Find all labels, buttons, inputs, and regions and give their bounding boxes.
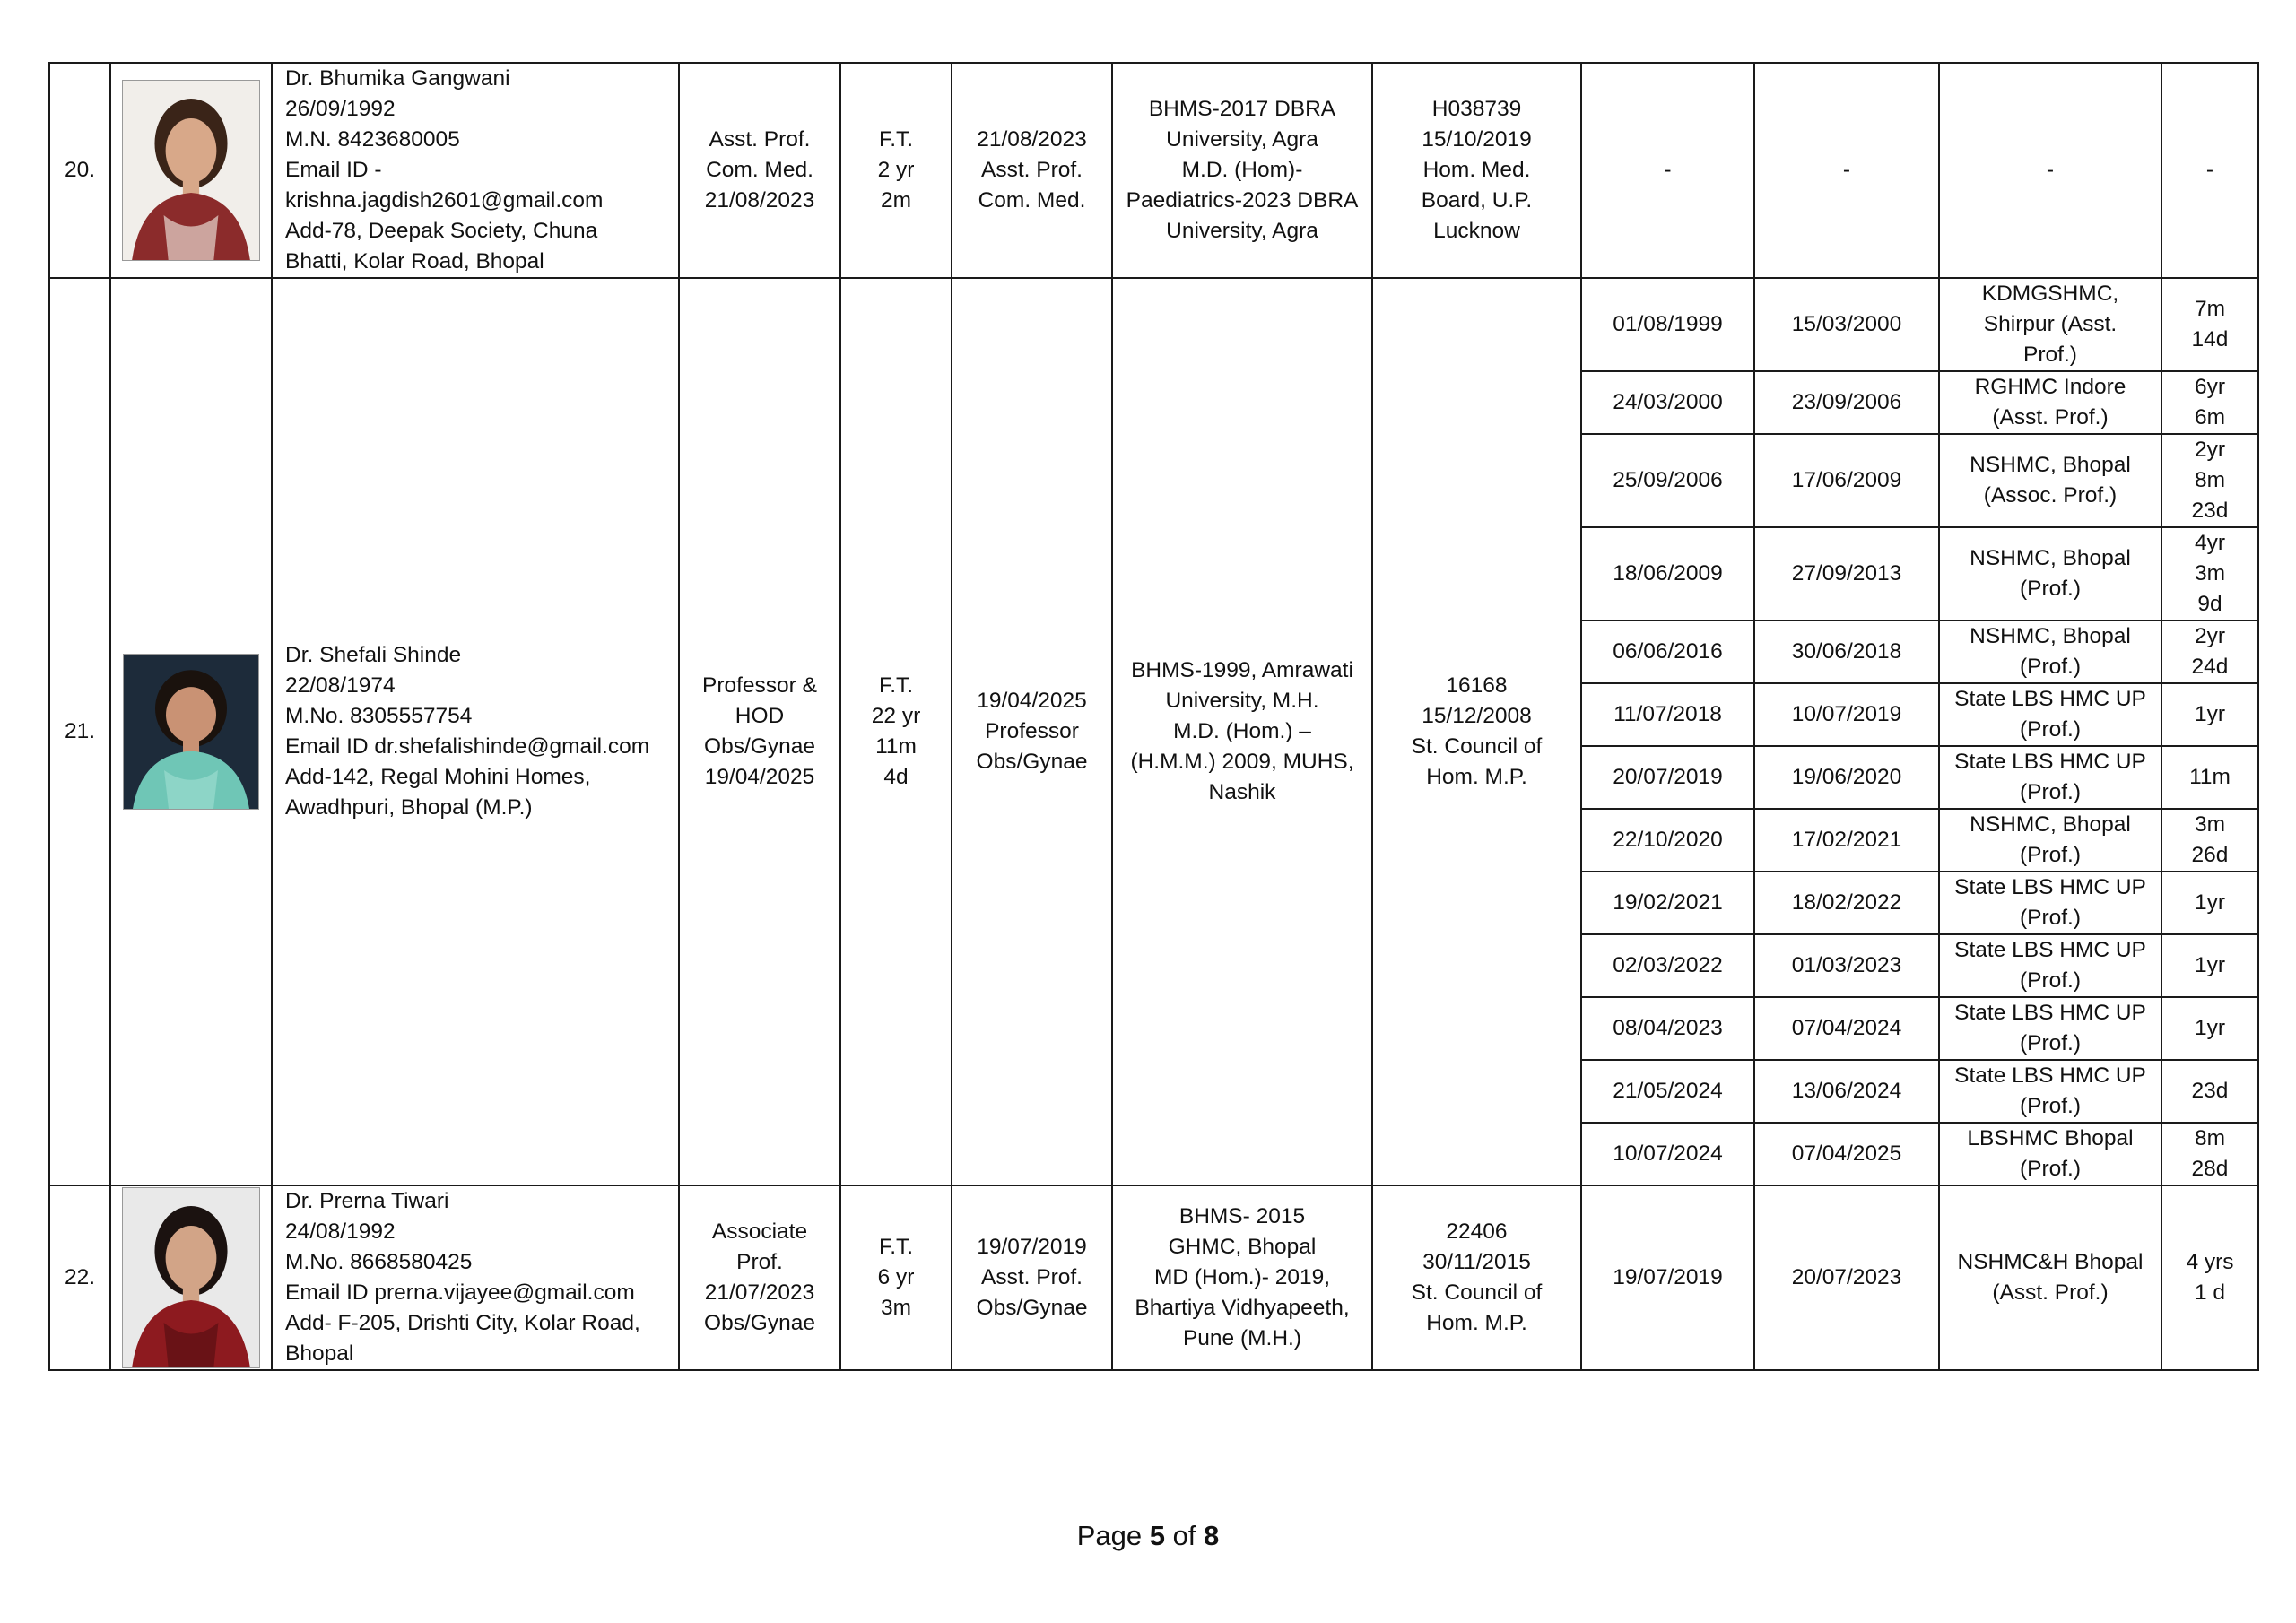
faculty-table xyxy=(48,62,2259,1371)
experience-period-line: 28d xyxy=(2191,1157,2229,1181)
experience-institute xyxy=(1939,1185,2161,1370)
nature-of-appointment-line: F.T. xyxy=(878,127,914,152)
experience-to xyxy=(1754,997,1939,1060)
nature-of-appointment-line: 11m xyxy=(875,734,917,759)
experience-to-line: 15/03/2000 xyxy=(1791,312,1902,336)
faculty-details-line: Dr. Bhumika Gangwani xyxy=(285,66,510,91)
experience-period-line: 4yr xyxy=(2194,531,2226,555)
experience-institute xyxy=(1939,1123,2161,1185)
date-of-appointment-line: Asst. Prof. xyxy=(980,1265,1083,1289)
experience-institute-line: State LBS HMC UP xyxy=(1954,750,2146,774)
experience-to-line: 19/06/2020 xyxy=(1791,765,1902,789)
experience-institute-line: - xyxy=(2046,158,2055,182)
experience-period-line: 11m xyxy=(2189,765,2231,789)
registration-line: 15/12/2008 xyxy=(1422,704,1532,728)
experience-to-line: 30/06/2018 xyxy=(1791,639,1902,664)
experience-from-line: 19/07/2019 xyxy=(1613,1265,1723,1289)
experience-period xyxy=(2161,63,2258,278)
qualification-line: Bhartiya Vidhyapeeth, xyxy=(1135,1296,1350,1320)
experience-from-line: 21/05/2024 xyxy=(1613,1079,1723,1103)
designation-line: Associate xyxy=(711,1219,808,1244)
nature-of-appointment xyxy=(840,1185,952,1370)
experience-from xyxy=(1581,1060,1754,1123)
date-of-appointment xyxy=(952,1185,1112,1370)
registration-line: H038739 xyxy=(1431,97,1522,121)
designation-line: Com. Med. xyxy=(706,158,813,182)
faculty-details-line: M.N. 8423680005 xyxy=(285,127,460,152)
faculty-details-line: Dr. Prerna Tiwari xyxy=(285,1189,449,1213)
date-of-appointment-line: 19/04/2025 xyxy=(977,689,1087,713)
experience-from-line: - xyxy=(1664,158,1672,182)
qualification-line: BHMS-2017 DBRA xyxy=(1148,97,1336,121)
date-of-appointment-line: Obs/Gynae xyxy=(976,1296,1088,1320)
experience-to-line: 27/09/2013 xyxy=(1791,561,1902,586)
experience-from-line: 22/10/2020 xyxy=(1613,828,1723,852)
table-row xyxy=(49,1185,2258,1370)
nature-of-appointment-line: 2m xyxy=(880,188,912,213)
experience-from xyxy=(1581,63,1754,278)
experience-from xyxy=(1581,621,1754,683)
faculty-details-line: Add-78, Deepak Society, Chuna xyxy=(285,219,598,243)
experience-from-line: 19/02/2021 xyxy=(1613,890,1723,915)
faculty-details xyxy=(272,63,679,278)
experience-period-line: 24d xyxy=(2191,655,2229,679)
experience-period xyxy=(2161,1185,2258,1370)
nature-of-appointment-line: 4d xyxy=(883,765,909,789)
experience-period xyxy=(2161,746,2258,809)
page-footer xyxy=(0,1520,2296,1552)
experience-period-line: 8m xyxy=(2194,1126,2226,1150)
experience-institute xyxy=(1939,1060,2161,1123)
experience-to xyxy=(1754,872,1939,934)
registration xyxy=(1372,1185,1581,1370)
experience-to xyxy=(1754,1185,1939,1370)
qualification-line: Nashik xyxy=(1208,780,1276,804)
experience-institute-line: (Prof.) xyxy=(2019,1157,2082,1181)
experience-period-line: 6yr xyxy=(2194,375,2226,399)
registration-line: Board, U.P. xyxy=(1421,188,1533,213)
date-of-appointment-line: Obs/Gynae xyxy=(976,750,1088,774)
experience-from xyxy=(1581,872,1754,934)
faculty-details-line: M.No. 8305557754 xyxy=(285,704,473,728)
qualification-line: M.D. (Hom.) – xyxy=(1173,719,1311,743)
designation-line: 21/08/2023 xyxy=(704,188,815,213)
experience-to-line: 17/06/2009 xyxy=(1791,468,1902,492)
registration xyxy=(1372,278,1581,1185)
nature-of-appointment-line: 22 yr xyxy=(871,704,921,728)
registration-line: St. Council of xyxy=(1411,734,1543,759)
experience-to-line: 01/03/2023 xyxy=(1791,953,1902,977)
experience-institute xyxy=(1939,434,2161,527)
experience-from xyxy=(1581,997,1754,1060)
photo-bhumika xyxy=(122,80,260,261)
experience-period-line: 7m xyxy=(2194,297,2226,321)
date-of-appointment-line: 19/07/2019 xyxy=(977,1235,1087,1259)
registration-line: Hom. M.P. xyxy=(1426,1311,1527,1335)
designation-line: 19/04/2025 xyxy=(704,765,815,789)
experience-period xyxy=(2161,683,2258,746)
experience-institute-line: State LBS HMC UP xyxy=(1954,687,2146,711)
experience-to-line: 18/02/2022 xyxy=(1791,890,1902,915)
experience-from xyxy=(1581,1123,1754,1185)
faculty-details-line: M.No. 8668580425 xyxy=(285,1250,473,1274)
nature-of-appointment-line: F.T. xyxy=(878,1235,914,1259)
footer-total-pages: 8 xyxy=(1204,1520,1220,1551)
serial-number xyxy=(49,1185,110,1370)
experience-institute-line: (Assoc. Prof.) xyxy=(1983,483,2118,508)
experience-period xyxy=(2161,1060,2258,1123)
experience-institute xyxy=(1939,997,2161,1060)
experience-from-line: 08/04/2023 xyxy=(1613,1016,1723,1040)
registration-line: 15/10/2019 xyxy=(1422,127,1532,152)
experience-institute-line: (Prof.) xyxy=(2019,968,2082,993)
designation xyxy=(679,1185,840,1370)
experience-institute-line: (Asst. Prof.) xyxy=(1992,405,2109,430)
experience-from xyxy=(1581,527,1754,621)
faculty-details xyxy=(272,1185,679,1370)
nature-of-appointment-line: 6 yr xyxy=(877,1265,915,1289)
table-row xyxy=(49,278,2258,371)
faculty-details-line: Bhopal xyxy=(285,1341,354,1366)
registration-line: 22406 xyxy=(1446,1219,1508,1244)
experience-period-line: 2yr xyxy=(2194,438,2226,462)
faculty-details-line: Awadhpuri, Bhopal (M.P.) xyxy=(285,795,533,820)
designation xyxy=(679,278,840,1185)
experience-to xyxy=(1754,1060,1939,1123)
experience-institute xyxy=(1939,63,2161,278)
qualification-line: M.D. (Hom)- xyxy=(1181,158,1303,182)
designation-line: Asst. Prof. xyxy=(709,127,811,152)
experience-period-line: 4 yrs xyxy=(2186,1250,2234,1274)
qualification-line: (H.M.M.) 2009, MUHS, xyxy=(1130,750,1354,774)
registration-line: Hom. M.P. xyxy=(1426,765,1527,789)
photo-prerna xyxy=(122,1187,260,1368)
experience-institute xyxy=(1939,278,2161,371)
experience-institute xyxy=(1939,872,2161,934)
experience-from xyxy=(1581,278,1754,371)
date-of-appointment-line: 21/08/2023 xyxy=(977,127,1087,152)
qualification xyxy=(1112,278,1372,1185)
experience-from xyxy=(1581,371,1754,434)
designation-line: 21/07/2023 xyxy=(704,1280,815,1305)
experience-to-line: 23/09/2006 xyxy=(1791,390,1902,414)
experience-from-line: 06/06/2016 xyxy=(1613,639,1723,664)
registration-line: St. Council of xyxy=(1411,1280,1543,1305)
qualification-line: University, M.H. xyxy=(1165,689,1319,713)
serial-number-line: 20. xyxy=(64,158,96,182)
experience-to xyxy=(1754,278,1939,371)
faculty-details-line: 26/09/1992 xyxy=(285,97,396,121)
experience-institute xyxy=(1939,934,2161,997)
experience-institute-line: NSHMC, Bhopal xyxy=(1970,453,2131,477)
experience-period xyxy=(2161,527,2258,621)
experience-institute xyxy=(1939,371,2161,434)
date-of-appointment-line: Professor xyxy=(985,719,1079,743)
experience-institute-line: (Prof.) xyxy=(2019,1031,2082,1055)
serial-number xyxy=(49,63,110,278)
faculty-details-line: Add- F-205, Drishti City, Kolar Road, xyxy=(285,1311,640,1335)
experience-period-line: 23d xyxy=(2191,499,2229,523)
experience-from-line: 20/07/2019 xyxy=(1613,765,1723,789)
experience-period xyxy=(2161,997,2258,1060)
experience-period-line: - xyxy=(2205,158,2214,182)
photo-cell xyxy=(110,1185,272,1370)
experience-institute-line: NSHMC&H Bhopal xyxy=(1957,1250,2144,1274)
date-of-appointment-line: Asst. Prof. xyxy=(980,158,1083,182)
date-of-appointment-line: Com. Med. xyxy=(978,188,1086,213)
experience-period-line: 1 d xyxy=(2194,1280,2226,1305)
nature-of-appointment xyxy=(840,278,952,1185)
experience-institute-line: State LBS HMC UP xyxy=(1954,875,2146,899)
experience-institute-line: RGHMC Indore xyxy=(1974,375,2126,399)
experience-to-line: 20/07/2023 xyxy=(1791,1265,1902,1289)
experience-institute-line: State LBS HMC UP xyxy=(1954,938,2146,962)
registration-line: 30/11/2015 xyxy=(1422,1250,1531,1274)
experience-institute-line: NSHMC, Bhopal xyxy=(1970,546,2131,570)
experience-institute-line: State LBS HMC UP xyxy=(1954,1063,2146,1088)
qualification-line: BHMS-1999, Amrawati xyxy=(1131,658,1353,682)
experience-institute-line: NSHMC, Bhopal xyxy=(1970,624,2131,648)
experience-to xyxy=(1754,809,1939,872)
experience-from-line: 02/03/2022 xyxy=(1613,953,1723,977)
experience-institute-line: State LBS HMC UP xyxy=(1954,1001,2146,1025)
experience-period-line: 8m xyxy=(2194,468,2226,492)
experience-institute xyxy=(1939,621,2161,683)
faculty-details-line: Email ID - xyxy=(285,158,382,182)
nature-of-appointment-line: F.T. xyxy=(878,673,914,698)
qualification-line: University, Agra xyxy=(1166,127,1318,152)
experience-period-line: 14d xyxy=(2191,327,2229,352)
faculty-details xyxy=(272,278,679,1185)
experience-from-line: 24/03/2000 xyxy=(1613,390,1723,414)
experience-from xyxy=(1581,934,1754,997)
experience-period xyxy=(2161,1123,2258,1185)
experience-institute-line: (Asst. Prof.) xyxy=(1992,1280,2109,1305)
experience-from-line: 01/08/1999 xyxy=(1613,312,1723,336)
experience-institute-line: KDMGSHMC, xyxy=(1981,282,2119,306)
nature-of-appointment-line: 2 yr xyxy=(877,158,915,182)
experience-institute-line: (Prof.) xyxy=(2019,843,2082,867)
experience-from-line: 10/07/2024 xyxy=(1613,1141,1723,1166)
experience-to xyxy=(1754,434,1939,527)
qualification xyxy=(1112,63,1372,278)
experience-to-line: 17/02/2021 xyxy=(1791,828,1902,852)
qualification-line: MD (Hom.)- 2019, xyxy=(1153,1265,1331,1289)
qualification xyxy=(1112,1185,1372,1370)
experience-from xyxy=(1581,434,1754,527)
designation-line: Obs/Gynae xyxy=(704,1311,815,1335)
experience-institute-line: (Prof.) xyxy=(2019,780,2082,804)
registration xyxy=(1372,63,1581,278)
experience-period xyxy=(2161,434,2258,527)
experience-institute-line: (Prof.) xyxy=(2019,655,2082,679)
experience-institute-line: (Prof.) xyxy=(2019,1094,2082,1118)
experience-period xyxy=(2161,621,2258,683)
faculty-details-line: krishna.jagdish2601@gmail.com xyxy=(285,188,604,213)
experience-institute-line: Prof.) xyxy=(2023,343,2077,367)
experience-period-line: 1yr xyxy=(2194,890,2226,915)
experience-from xyxy=(1581,746,1754,809)
experience-period-line: 2yr xyxy=(2194,624,2226,648)
experience-from-line: 11/07/2018 xyxy=(1613,702,1722,726)
photo-cell xyxy=(110,63,272,278)
designation-line: Prof. xyxy=(736,1250,783,1274)
footer-current-page: 5 xyxy=(1149,1520,1165,1551)
experience-period-line: 3m xyxy=(2194,812,2226,837)
faculty-table-body xyxy=(49,63,2258,1370)
nature-of-appointment-line: 3m xyxy=(880,1296,912,1320)
designation-line: Professor & xyxy=(702,673,817,698)
photo-cell xyxy=(110,278,272,1185)
experience-to-line: 10/07/2019 xyxy=(1791,702,1902,726)
experience-institute xyxy=(1939,809,2161,872)
experience-period xyxy=(2161,278,2258,371)
experience-from xyxy=(1581,683,1754,746)
experience-to-line: 07/04/2025 xyxy=(1791,1141,1902,1166)
faculty-details-line: Email ID dr.shefalishinde@gmail.com xyxy=(285,734,650,759)
experience-to xyxy=(1754,1123,1939,1185)
faculty-details-line: Dr. Shefali Shinde xyxy=(285,643,462,667)
experience-period xyxy=(2161,872,2258,934)
qualification-line: BHMS- 2015 xyxy=(1178,1204,1306,1228)
experience-period xyxy=(2161,934,2258,997)
date-of-appointment xyxy=(952,278,1112,1185)
qualification-line: GHMC, Bhopal xyxy=(1168,1235,1317,1259)
date-of-appointment xyxy=(952,63,1112,278)
experience-period-line: 1yr xyxy=(2194,702,2226,726)
experience-to xyxy=(1754,371,1939,434)
registration-line: Hom. Med. xyxy=(1422,158,1531,182)
experience-to-line: - xyxy=(1842,158,1851,182)
footer-middle: of xyxy=(1164,1520,1205,1551)
experience-to xyxy=(1754,746,1939,809)
experience-to-line: 07/04/2024 xyxy=(1791,1016,1902,1040)
experience-to xyxy=(1754,683,1939,746)
designation-line: HOD xyxy=(735,704,785,728)
serial-number xyxy=(49,278,110,1185)
experience-institute-line: (Prof.) xyxy=(2019,717,2082,742)
experience-period-line: 26d xyxy=(2191,843,2229,867)
experience-institute-line: (Prof.) xyxy=(2019,906,2082,930)
experience-period-line: 1yr xyxy=(2194,953,2226,977)
faculty-details-line: 22/08/1974 xyxy=(285,673,396,698)
experience-institute-line: Shirpur (Asst. xyxy=(1983,312,2118,336)
experience-to xyxy=(1754,63,1939,278)
faculty-details-line: Add-142, Regal Mohini Homes, xyxy=(285,765,591,789)
experience-from xyxy=(1581,1185,1754,1370)
experience-period-line: 1yr xyxy=(2194,1016,2226,1040)
experience-institute xyxy=(1939,746,2161,809)
faculty-details-line: Email ID prerna.vijayee@gmail.com xyxy=(285,1280,635,1305)
experience-to xyxy=(1754,934,1939,997)
table-row xyxy=(49,63,2258,278)
experience-institute-line: LBSHMC Bhopal xyxy=(1967,1126,2134,1150)
faculty-details-line: 24/08/1992 xyxy=(285,1219,396,1244)
experience-period-line: 23d xyxy=(2191,1079,2229,1103)
experience-to xyxy=(1754,527,1939,621)
experience-from-line: 18/06/2009 xyxy=(1613,561,1723,586)
qualification-line: Paediatrics-2023 DBRA xyxy=(1126,188,1359,213)
experience-period-line: 3m xyxy=(2194,561,2226,586)
designation xyxy=(679,63,840,278)
experience-period-line: 6m xyxy=(2194,405,2226,430)
registration-line: 16168 xyxy=(1446,673,1508,698)
experience-period-line: 9d xyxy=(2197,592,2222,616)
experience-institute xyxy=(1939,527,2161,621)
experience-to xyxy=(1754,621,1939,683)
experience-to-line: 13/06/2024 xyxy=(1791,1079,1902,1103)
experience-from xyxy=(1581,809,1754,872)
experience-institute-line: NSHMC, Bhopal xyxy=(1970,812,2131,837)
serial-number-line: 21. xyxy=(64,719,96,743)
experience-from-line: 25/09/2006 xyxy=(1613,468,1723,492)
experience-period xyxy=(2161,371,2258,434)
qualification-line: University, Agra xyxy=(1166,219,1318,243)
nature-of-appointment xyxy=(840,63,952,278)
footer-prefix: Page xyxy=(1076,1520,1150,1551)
registration-line: Lucknow xyxy=(1433,219,1520,243)
experience-institute xyxy=(1939,683,2161,746)
experience-institute-line: (Prof.) xyxy=(2019,577,2082,601)
faculty-details-line: Bhatti, Kolar Road, Bhopal xyxy=(285,249,544,273)
qualification-line: Pune (M.H.) xyxy=(1182,1326,1302,1350)
photo-shefali xyxy=(123,654,259,810)
serial-number-line: 22. xyxy=(64,1265,96,1289)
designation-line: Obs/Gynae xyxy=(704,734,815,759)
experience-period xyxy=(2161,809,2258,872)
